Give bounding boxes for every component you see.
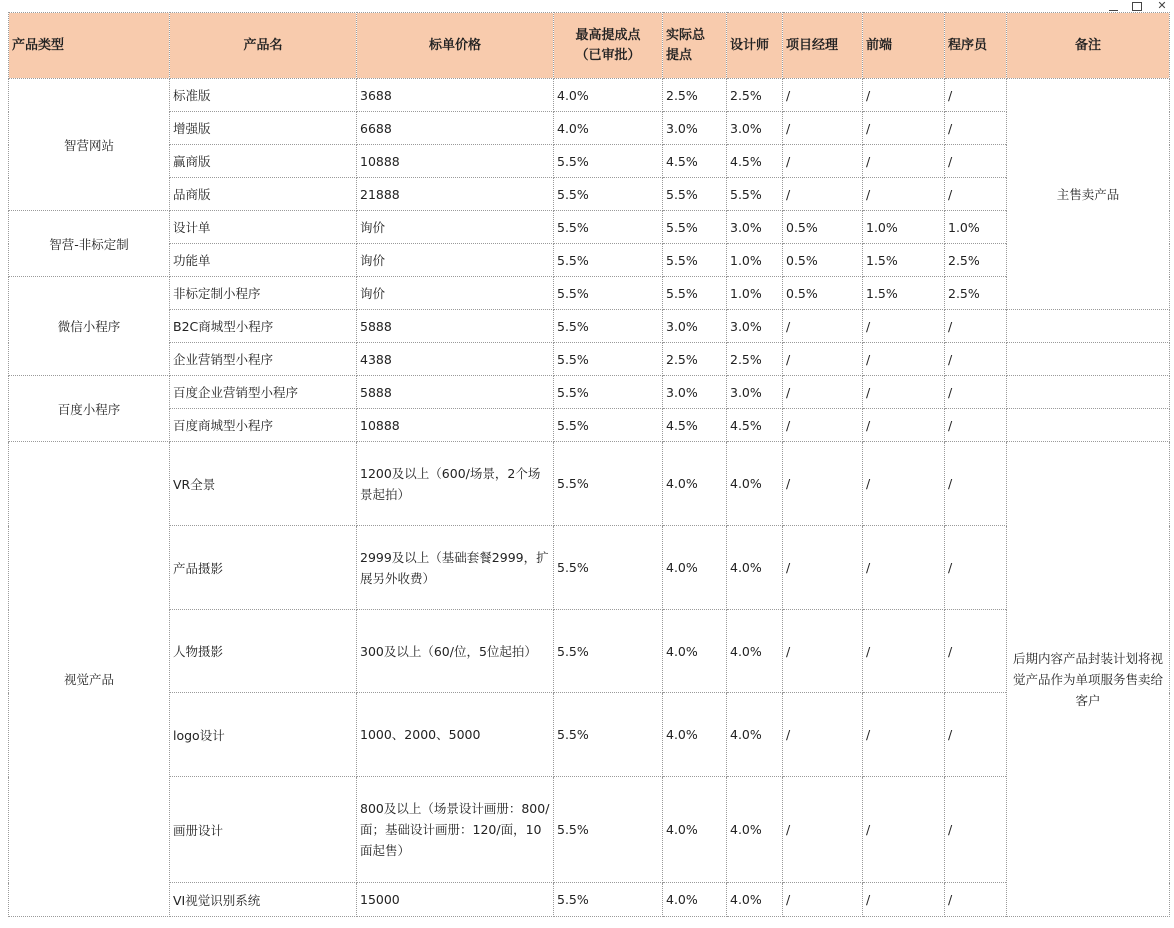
table-row xyxy=(9,442,1170,526)
cell-frontend: 1.5% xyxy=(863,244,945,277)
cell-actual-commission: 4.0% xyxy=(663,777,727,883)
cell-frontend: 1.0% xyxy=(863,211,945,244)
cell-frontend: / xyxy=(863,310,945,343)
cell-actual-commission: 4.0% xyxy=(663,693,727,777)
header-actual-commission: 实际总 提点 xyxy=(663,13,727,79)
window-controls xyxy=(1109,0,1168,12)
cell-actual-commission: 5.5% xyxy=(663,244,727,277)
cell-price: 300及以上（60/位，5位起拍） xyxy=(357,610,554,693)
cell-actual-commission: 3.0% xyxy=(663,112,727,145)
cell-actual-commission: 4.0% xyxy=(663,610,727,693)
table-row xyxy=(9,211,1170,244)
cell-product-name: logo设计 xyxy=(170,693,357,777)
header-list-price: 标单价格 xyxy=(357,13,554,79)
cell-project-manager: / xyxy=(783,112,863,145)
cell-frontend: / xyxy=(863,526,945,610)
cell-project-manager: / xyxy=(783,883,863,917)
cell-actual-commission: 4.0% xyxy=(663,442,727,526)
cell-product-name: 百度企业营销型小程序 xyxy=(170,376,357,409)
cell-project-manager: / xyxy=(783,777,863,883)
cell-frontend: / xyxy=(863,883,945,917)
cell-product-name: 人物摄影 xyxy=(170,610,357,693)
cell-programmer: / xyxy=(945,79,1007,112)
cell-product-name: 百度商城型小程序 xyxy=(170,409,357,442)
note-cell-empty xyxy=(1007,343,1170,376)
cell-actual-commission: 5.5% xyxy=(663,178,727,211)
cell-programmer: / xyxy=(945,343,1007,376)
table-row xyxy=(9,112,1170,145)
cell-project-manager: / xyxy=(783,178,863,211)
table-row xyxy=(9,178,1170,211)
cell-programmer: / xyxy=(945,310,1007,343)
table-row xyxy=(9,409,1170,442)
cell-programmer: 1.0% xyxy=(945,211,1007,244)
cell-designer: 4.0% xyxy=(727,442,783,526)
cell-actual-commission: 3.0% xyxy=(663,310,727,343)
cell-price: 10888 xyxy=(357,409,554,442)
table-row xyxy=(9,693,1170,777)
header-notes: 备注 xyxy=(1007,13,1170,79)
header-max-commission: 最高提成点 （已审批） xyxy=(554,13,663,79)
cell-max-commission: 5.5% xyxy=(554,442,663,526)
cell-project-manager: / xyxy=(783,376,863,409)
table-row xyxy=(9,244,1170,277)
cell-max-commission: 5.5% xyxy=(554,409,663,442)
note-cell-empty xyxy=(1007,376,1170,409)
cell-max-commission: 5.5% xyxy=(554,178,663,211)
cell-actual-commission: 4.0% xyxy=(663,883,727,917)
maximize-icon[interactable] xyxy=(1132,2,1142,11)
header-designer: 设计师 xyxy=(727,13,783,79)
cell-max-commission: 5.5% xyxy=(554,610,663,693)
cell-project-manager: 0.5% xyxy=(783,244,863,277)
cell-product-name: 标准版 xyxy=(170,79,357,112)
cell-designer: 2.5% xyxy=(727,343,783,376)
cell-max-commission: 5.5% xyxy=(554,277,663,310)
cell-frontend: / xyxy=(863,442,945,526)
cell-designer: 4.5% xyxy=(727,409,783,442)
header-project-manager: 项目经理 xyxy=(783,13,863,79)
cell-max-commission: 5.5% xyxy=(554,343,663,376)
cell-project-manager: / xyxy=(783,442,863,526)
cell-max-commission: 5.5% xyxy=(554,526,663,610)
table-row xyxy=(9,277,1170,310)
cell-programmer: / xyxy=(945,409,1007,442)
cell-price: 800及以上（场景设计画册：800/面；基础设计画册：120/面，10面起售） xyxy=(357,777,554,883)
group-cell: 视觉产品 xyxy=(9,442,170,917)
cell-price: 2999及以上（基础套餐2999，扩展另外收费） xyxy=(357,526,554,610)
cell-frontend: / xyxy=(863,79,945,112)
close-icon[interactable]: ✕ xyxy=(1157,0,1167,12)
group-cell: 百度小程序 xyxy=(9,376,170,442)
table-row xyxy=(9,610,1170,693)
note-cell: 主售卖产品 xyxy=(1007,79,1170,310)
cell-price: 4388 xyxy=(357,343,554,376)
cell-max-commission: 5.5% xyxy=(554,310,663,343)
cell-frontend: / xyxy=(863,610,945,693)
cell-frontend: 1.5% xyxy=(863,277,945,310)
cell-designer: 4.0% xyxy=(727,777,783,883)
cell-frontend: / xyxy=(863,409,945,442)
minimize-icon[interactable] xyxy=(1109,0,1118,11)
cell-frontend: / xyxy=(863,693,945,777)
cell-frontend: / xyxy=(863,343,945,376)
cell-designer: 5.5% xyxy=(727,178,783,211)
table-row xyxy=(9,883,1170,917)
group-cell: 智营-非标定制 xyxy=(9,211,170,277)
cell-product-name: 品商版 xyxy=(170,178,357,211)
cell-designer: 3.0% xyxy=(727,376,783,409)
table-row xyxy=(9,310,1170,343)
cell-designer: 3.0% xyxy=(727,112,783,145)
cell-designer: 4.0% xyxy=(727,526,783,610)
cell-product-name: VR全景 xyxy=(170,442,357,526)
cell-price: 21888 xyxy=(357,178,554,211)
cell-max-commission: 4.0% xyxy=(554,79,663,112)
group-cell: 微信小程序 xyxy=(9,277,170,376)
note-cell-empty xyxy=(1007,310,1170,343)
cell-product-name: 赢商版 xyxy=(170,145,357,178)
cell-actual-commission: 5.5% xyxy=(663,211,727,244)
cell-frontend: / xyxy=(863,112,945,145)
cell-max-commission: 5.5% xyxy=(554,777,663,883)
cell-actual-commission: 4.5% xyxy=(663,409,727,442)
header-frontend: 前端 xyxy=(863,13,945,79)
cell-max-commission: 5.5% xyxy=(554,693,663,777)
cell-max-commission: 4.0% xyxy=(554,112,663,145)
cell-frontend: / xyxy=(863,376,945,409)
cell-frontend: / xyxy=(863,777,945,883)
cell-product-name: 增强版 xyxy=(170,112,357,145)
table-row xyxy=(9,343,1170,376)
cell-price: 1200及以上（600/场景，2个场景起拍） xyxy=(357,442,554,526)
cell-project-manager: / xyxy=(783,526,863,610)
table-row xyxy=(9,777,1170,883)
cell-programmer: 2.5% xyxy=(945,277,1007,310)
cell-project-manager: / xyxy=(783,310,863,343)
header-row xyxy=(9,13,1170,79)
cell-actual-commission: 4.5% xyxy=(663,145,727,178)
cell-programmer: / xyxy=(945,526,1007,610)
group-cell: 智营网站 xyxy=(9,79,170,211)
cell-designer: 1.0% xyxy=(727,244,783,277)
note-cell-empty xyxy=(1007,409,1170,442)
cell-price: 询价 xyxy=(357,211,554,244)
cell-designer: 4.0% xyxy=(727,693,783,777)
cell-project-manager: / xyxy=(783,693,863,777)
cell-designer: 2.5% xyxy=(727,79,783,112)
cell-project-manager: / xyxy=(783,145,863,178)
cell-max-commission: 5.5% xyxy=(554,376,663,409)
cell-programmer: / xyxy=(945,610,1007,693)
cell-price: 10888 xyxy=(357,145,554,178)
cell-project-manager: / xyxy=(783,343,863,376)
cell-product-name: 功能单 xyxy=(170,244,357,277)
header-programmer: 程序员 xyxy=(945,13,1007,79)
cell-programmer: / xyxy=(945,376,1007,409)
cell-programmer: / xyxy=(945,442,1007,526)
cell-max-commission: 5.5% xyxy=(554,883,663,917)
cell-programmer: / xyxy=(945,883,1007,917)
cell-actual-commission: 2.5% xyxy=(663,79,727,112)
cell-max-commission: 5.5% xyxy=(554,145,663,178)
cell-max-commission: 5.5% xyxy=(554,211,663,244)
header-product-type: 产品类型 xyxy=(9,13,170,79)
cell-product-name: 非标定制小程序 xyxy=(170,277,357,310)
cell-designer: 4.0% xyxy=(727,610,783,693)
cell-product-name: 画册设计 xyxy=(170,777,357,883)
cell-programmer: / xyxy=(945,777,1007,883)
table-row xyxy=(9,145,1170,178)
cell-project-manager: / xyxy=(783,409,863,442)
cell-actual-commission: 4.0% xyxy=(663,526,727,610)
cell-price: 6688 xyxy=(357,112,554,145)
cell-price: 3688 xyxy=(357,79,554,112)
cell-designer: 1.0% xyxy=(727,277,783,310)
cell-max-commission: 5.5% xyxy=(554,244,663,277)
cell-price: 5888 xyxy=(357,310,554,343)
cell-product-name: 产品摄影 xyxy=(170,526,357,610)
cell-designer: 4.5% xyxy=(727,145,783,178)
cell-actual-commission: 3.0% xyxy=(663,376,727,409)
cell-price: 1000、2000、5000 xyxy=(357,693,554,777)
commission-table xyxy=(8,12,1170,917)
cell-frontend: / xyxy=(863,145,945,178)
note-cell: 后期内容产品封装计划将视觉产品作为单项服务售卖给客户 xyxy=(1007,442,1170,917)
cell-programmer: / xyxy=(945,145,1007,178)
cell-product-name: 企业营销型小程序 xyxy=(170,343,357,376)
cell-product-name: B2C商城型小程序 xyxy=(170,310,357,343)
cell-price: 15000 xyxy=(357,883,554,917)
cell-price: 询价 xyxy=(357,277,554,310)
cell-project-manager: 0.5% xyxy=(783,277,863,310)
cell-actual-commission: 2.5% xyxy=(663,343,727,376)
cell-designer: 3.0% xyxy=(727,310,783,343)
cell-price: 5888 xyxy=(357,376,554,409)
cell-designer: 4.0% xyxy=(727,883,783,917)
cell-programmer: / xyxy=(945,178,1007,211)
cell-project-manager: 0.5% xyxy=(783,211,863,244)
cell-frontend: / xyxy=(863,178,945,211)
cell-product-name: VI视觉识别系统 xyxy=(170,883,357,917)
cell-price: 询价 xyxy=(357,244,554,277)
cell-designer: 3.0% xyxy=(727,211,783,244)
cell-programmer: 2.5% xyxy=(945,244,1007,277)
cell-project-manager: / xyxy=(783,610,863,693)
table-row xyxy=(9,526,1170,610)
header-product-name: 产品名 xyxy=(170,13,357,79)
cell-product-name: 设计单 xyxy=(170,211,357,244)
cell-programmer: / xyxy=(945,693,1007,777)
cell-project-manager: / xyxy=(783,79,863,112)
table-row xyxy=(9,79,1170,112)
cell-actual-commission: 5.5% xyxy=(663,277,727,310)
table-row xyxy=(9,376,1170,409)
cell-programmer: / xyxy=(945,112,1007,145)
